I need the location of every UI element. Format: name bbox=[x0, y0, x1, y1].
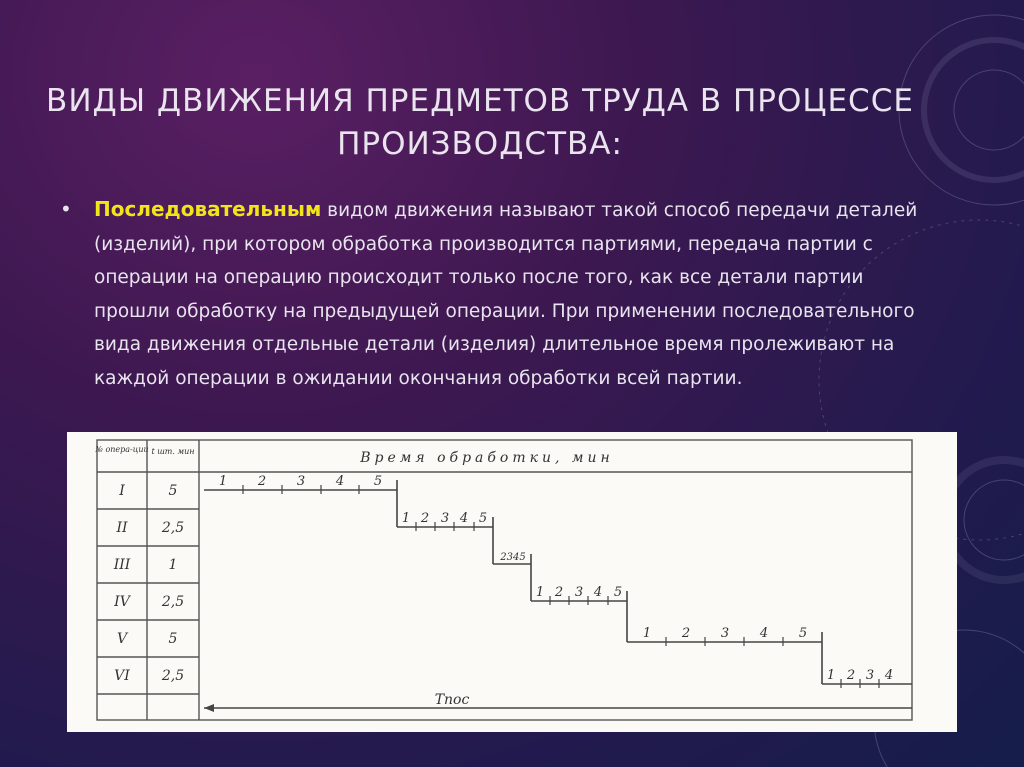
op4-label-2: 2 bbox=[554, 585, 564, 600]
operation-number-5: V bbox=[116, 631, 128, 647]
op4-label-5: 5 bbox=[613, 585, 623, 600]
operation-time-3: 1 bbox=[168, 557, 178, 573]
operation-number-2: II bbox=[116, 520, 128, 536]
op2-label-5: 5 bbox=[478, 511, 488, 526]
op5-label-4: 4 bbox=[759, 626, 769, 641]
op5-label-2: 2 bbox=[681, 626, 691, 641]
operation-number-6: VI bbox=[114, 668, 130, 684]
op2-label-2: 2 bbox=[420, 511, 430, 526]
operation-number-3: III bbox=[113, 557, 131, 573]
op2-label-1: 1 bbox=[401, 511, 411, 526]
operation-time-4: 2,5 bbox=[161, 594, 185, 610]
diagram-svg bbox=[67, 432, 957, 732]
op6-label-2: 2 bbox=[846, 668, 856, 683]
op1-label-2: 2 bbox=[257, 474, 267, 489]
operation-time-2: 2,5 bbox=[161, 520, 185, 536]
op5-label-5: 5 bbox=[798, 626, 808, 641]
bullet-body: видом движения называют такой способ передачи деталей (изделий), при котором обработка производится партиями, передача партии с операции на операцию происходит только после того, как все детали партии прошли обработку на предыдущей операции. При применении последовательного вида движения отдельные детали (изделия) длительное время пролеживают на каждой операции в ожидании окончания обработки всей партии. bbox=[94, 200, 918, 389]
sequential-movement-diagram bbox=[67, 432, 957, 732]
operation-number-4: IV bbox=[114, 594, 130, 610]
header-piece-time: t шт. мин bbox=[151, 447, 195, 456]
op5-label-3: 3 bbox=[720, 626, 730, 641]
operation-time-6: 2,5 bbox=[161, 668, 185, 684]
operation-time-1: 5 bbox=[168, 483, 178, 499]
operation-time-5: 5 bbox=[168, 631, 178, 647]
bullet-dot: • bbox=[60, 197, 72, 221]
highlight-term: Последовательным bbox=[94, 197, 322, 221]
header-operation-number: № опера-ции bbox=[95, 445, 149, 454]
op4-label-4: 4 bbox=[593, 585, 603, 600]
op6-label-1: 1 bbox=[826, 668, 836, 683]
header-processing-time: Время обработки, мин bbox=[360, 450, 614, 466]
bullet-text bbox=[94, 193, 940, 395]
op5-label-1: 1 bbox=[642, 626, 652, 641]
operation-number-1: I bbox=[119, 483, 125, 499]
slide-title bbox=[40, 80, 920, 166]
op4-label-3: 3 bbox=[574, 585, 584, 600]
op1-label-5: 5 bbox=[373, 474, 383, 489]
title-line-1: ВИДЫ ДВИЖЕНИЯ ПРЕДМЕТОВ ТРУДА В ПРОЦЕССЕ bbox=[46, 83, 914, 119]
op3-label: 2345 bbox=[500, 552, 526, 563]
op6-label-3: 3 bbox=[865, 668, 875, 683]
title-line-2: ПРОИЗВОДСТВА: bbox=[337, 126, 623, 162]
op6-label-4: 4 bbox=[884, 668, 894, 683]
op1-label-3: 3 bbox=[296, 474, 306, 489]
total-time-label: Tпос bbox=[434, 692, 470, 708]
op2-label-3: 3 bbox=[440, 511, 450, 526]
op4-label-1: 1 bbox=[535, 585, 545, 600]
op1-label-1: 1 bbox=[218, 474, 228, 489]
op1-label-4: 4 bbox=[335, 474, 345, 489]
bullet-paragraph bbox=[60, 193, 940, 395]
op2-label-4: 4 bbox=[459, 511, 469, 526]
